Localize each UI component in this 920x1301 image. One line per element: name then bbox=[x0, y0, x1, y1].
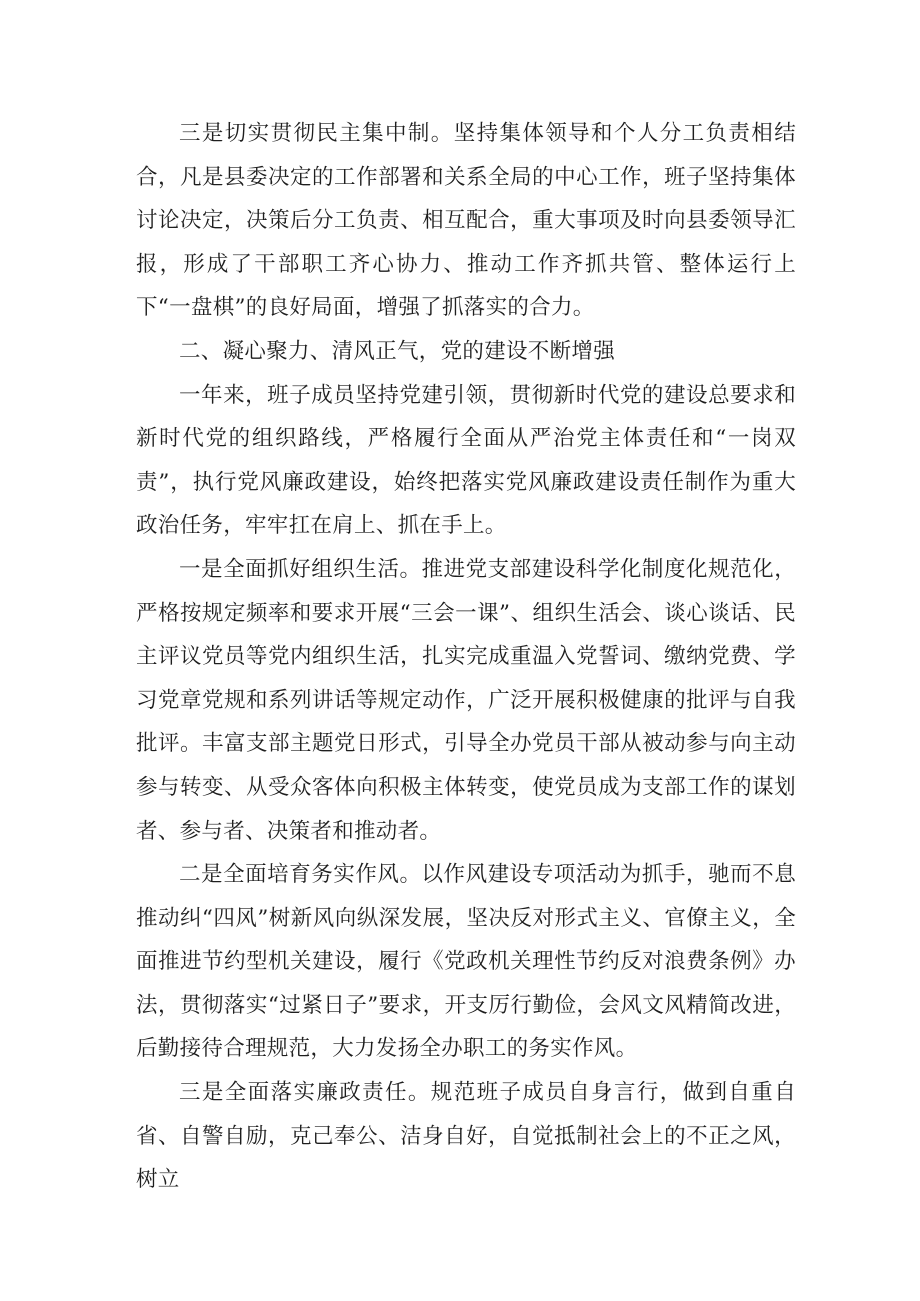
paragraph-democratic-centralism: 三是切实贯彻民主集中制。坚持集体领导和个人分工负责相结合，凡是县委决定的工作部署和关系全局的中心工作，班子坚持集体讨论决定，决策后分工负责、相互配合，重大事项及时向县委领导汇报，形成了干部职工齐心协力、推动工作齐抓共管、整体运行上下“一盘棋”的良好局面，增强了抓落实的合力。 bbox=[136, 121, 796, 321]
document-body bbox=[136, 112, 796, 1202]
section-heading-party-building: 二、凝心聚力、清风正气，党的建设不断增强 bbox=[179, 338, 616, 364]
paragraph-work-style: 二是全面培育务实作风。以作风建设专项活动为抓手，驰而不息推动纠“四风”树新风向纵深发展，坚决反对形式主义、官僚主义，全面推进节约型机关建设，履行《党政机关理性节约反对浪费条例》办法，贯彻落实“过紧日子”要求，开支厉行勤俭，会风文风精简改进，后勤接待合理规范，大力发扬全办职工的务实作风。 bbox=[136, 862, 796, 1062]
paragraph-integrity-responsibility: 三是全面落实廉政责任。规范班子成员自身言行，做到自重自省、自警自励，克己奉公、洁身自好，自觉抵制社会上的不正之风，树立 bbox=[136, 1080, 796, 1193]
paragraph-party-leadership: 一年来，班子成员坚持党建引领，贯彻新时代党的建设总要求和新时代党的组织路线，严格履行全面从严治党主体责任和“一岗双责”，执行党风廉政建设，始终把落实党风廉政建设责任制作为重大政治任务，牢牢扛在肩上、抓在手上。 bbox=[136, 382, 796, 539]
paragraph-organizational-life: 一是全面抓好组织生活。推进党支部建设科学化制度化规范化，严格按规定频率和要求开展“三会一课”、组织生活会、谈心谈话、民主评议党员等党内组织生活，扎实完成重温入党誓词、缴纳党费、学习党章党规和系列讲话等规定动作，广泛开展积极健康的批评与自我批评。丰富支部主题党日形式，引导全办党员干部从被动参与向主动参与转变、从受众客体向积极主体转变，使党员成为支部工作的谋划者、参与者、决策者和推动者。 bbox=[136, 556, 796, 844]
